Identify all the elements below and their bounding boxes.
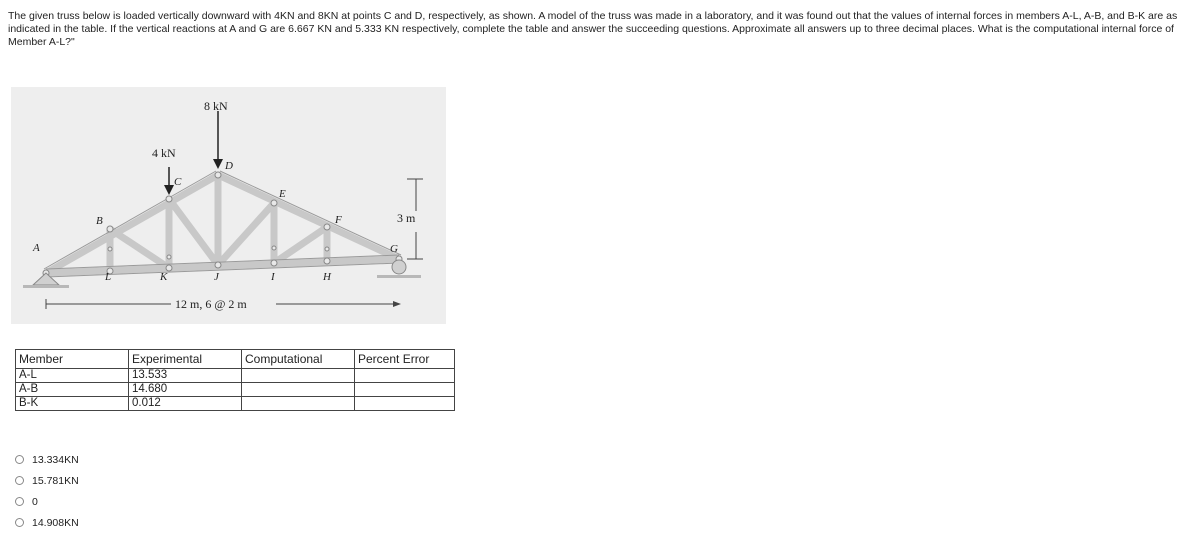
header-member: Member	[16, 350, 129, 369]
cell-percent-error	[355, 397, 455, 411]
cell-member: A-L	[16, 369, 129, 383]
radio-button[interactable]	[15, 455, 24, 464]
node-label-g: G	[390, 243, 398, 255]
node-label-e: E	[279, 188, 286, 200]
radio-button[interactable]	[15, 476, 24, 485]
question-text: The given truss below is loaded vertically downward with 4KN and 8KN at points C and D, respectively, as shown. A model of the truss was made in a laboratory, and it was found out that the values of internal forces in members A-L, A-B, and B-K are as indicated in the table. If the vertical reactions at A and G are 6.667 KN and 5.333 KN respectively, complete the table and answer the succeeding questions. Approximate all answers up to three decimal places. What is the computational internal force of Member A-L?"	[8, 10, 1178, 48]
answer-options	[15, 449, 79, 533]
option-label: 14.908KN	[32, 516, 79, 529]
header-percent-error: Percent Error	[355, 350, 455, 369]
cell-member: B-K	[16, 397, 129, 411]
node-label-i: I	[271, 271, 275, 283]
cell-computational	[242, 397, 355, 411]
cell-percent-error	[355, 383, 455, 397]
forces-table	[15, 349, 455, 411]
table-row	[16, 397, 455, 411]
option-label: 15.781KN	[32, 474, 79, 487]
answer-option[interactable]	[15, 491, 79, 512]
answer-option[interactable]	[15, 449, 79, 470]
node-label-k: K	[160, 271, 168, 283]
span-label: 12 m, 6 @ 2 m	[175, 297, 247, 311]
table-row	[16, 383, 455, 397]
node-label-l: L	[105, 271, 112, 283]
height-label: 3 m	[397, 211, 416, 225]
node-label-f: F	[335, 214, 342, 226]
node-label-c: C	[174, 176, 182, 188]
answer-option[interactable]	[15, 512, 79, 533]
node-label-b: B	[96, 215, 103, 227]
header-experimental: Experimental	[129, 350, 242, 369]
cell-experimental: 14.680	[129, 383, 242, 397]
answer-option[interactable]	[15, 470, 79, 491]
radio-button[interactable]	[15, 518, 24, 527]
load-label-d: 8 kN	[204, 99, 228, 113]
radio-button[interactable]	[15, 497, 24, 506]
cell-percent-error	[355, 369, 455, 383]
node-label-a: A	[33, 242, 40, 254]
table-header-row	[16, 350, 455, 369]
truss-figure	[11, 87, 446, 324]
option-label: 0	[32, 495, 38, 508]
node-label-h: H	[323, 271, 331, 283]
cell-computational	[242, 383, 355, 397]
cell-computational	[242, 369, 355, 383]
cell-experimental: 0.012	[129, 397, 242, 411]
cell-experimental: 13.533	[129, 369, 242, 383]
header-computational: Computational	[242, 350, 355, 369]
load-label-c: 4 kN	[152, 146, 176, 160]
node-label-d: D	[225, 160, 233, 172]
option-label: 13.334KN	[32, 453, 79, 466]
table-row	[16, 369, 455, 383]
node-label-j: J	[214, 271, 219, 283]
cell-member: A-B	[16, 383, 129, 397]
